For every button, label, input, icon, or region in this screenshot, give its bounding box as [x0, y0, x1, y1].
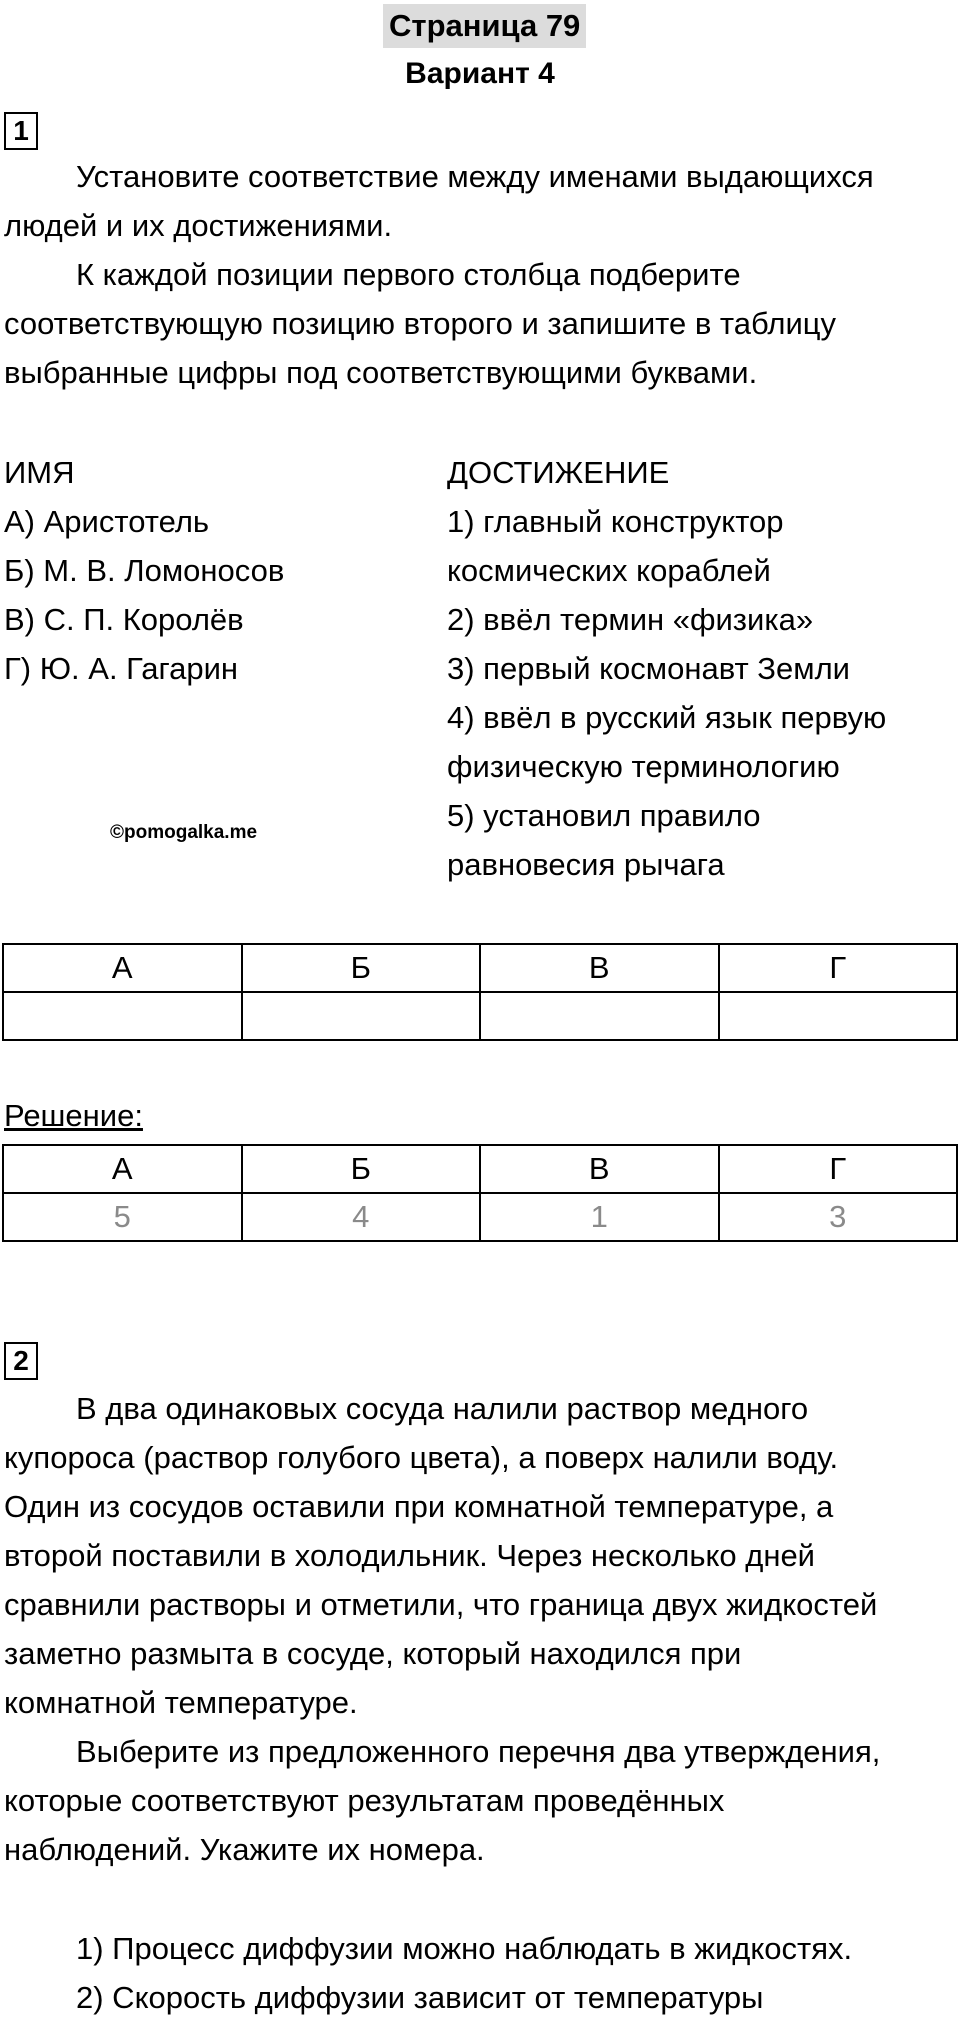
- table-header-cell: В: [480, 1145, 719, 1193]
- table-header-cell: А: [3, 944, 242, 992]
- table-header-cell: Г: [719, 944, 958, 992]
- achievement-line: космических кораблей: [447, 553, 771, 588]
- table-header-cell: Г: [719, 1145, 958, 1193]
- solution-label: Решение:: [4, 1098, 143, 1133]
- table-row: [3, 992, 957, 1040]
- solution-answer-cell: 4: [242, 1193, 481, 1241]
- achievement-line: 3) первый космонавт Земли: [447, 651, 850, 686]
- achievement-line: 5) установил правило: [447, 798, 761, 833]
- task2-text-line: купороса (раствор голубого цвета), а поверх налили воду.: [4, 1440, 839, 1475]
- table-header-cell: В: [480, 944, 719, 992]
- table-row: [3, 1145, 957, 1193]
- task2-text-line: комнатной температуре.: [4, 1685, 358, 1720]
- page-title: Страница 79: [383, 4, 586, 48]
- task2-text-line: наблюдений. Укажите их номера.: [4, 1832, 485, 1867]
- task1-intro-line: выбранные цифры под соответствующими буквами.: [4, 355, 758, 390]
- solution-answer-cell: 3: [719, 1193, 958, 1241]
- achievements-column-header: ДОСТИЖЕНИЕ: [447, 455, 670, 490]
- answer-cell[interactable]: [480, 992, 719, 1040]
- answer-cell[interactable]: [242, 992, 481, 1040]
- name-item: Г) Ю. А. Гагарин: [4, 651, 238, 686]
- name-item: Б) М. В. Ломоносов: [4, 553, 285, 588]
- answer-cell[interactable]: [3, 992, 242, 1040]
- solution-answer-cell: 5: [3, 1193, 242, 1241]
- task1-intro-line: людей и их достижениями.: [4, 208, 393, 243]
- task2-text-line: В два одинаковых сосуда налили раствор медного: [76, 1391, 809, 1426]
- answer-cell[interactable]: [719, 992, 958, 1040]
- names-column-header: ИМЯ: [4, 455, 75, 490]
- table-header-cell: А: [3, 1145, 242, 1193]
- watermark: ©pomogalka.me: [110, 822, 258, 843]
- task2-text-line: второй поставили в холодильник. Через несколько дней: [4, 1538, 815, 1573]
- achievement-line: равновесия рычага: [447, 847, 725, 882]
- name-item: В) С. П. Королёв: [4, 602, 244, 637]
- task1-intro-line: соответствующую позицию второго и запишите в таблицу: [4, 306, 837, 341]
- achievement-line: 4) ввёл в русский язык первую: [447, 700, 887, 735]
- task2-text-line: Выберите из предложенного перечня два утверждения,: [76, 1734, 881, 1769]
- task1-intro-line: Установите соответствие между именами выдающихся: [76, 159, 874, 194]
- solution-answer-cell: 1: [480, 1193, 719, 1241]
- task2-text-line: которые соответствуют результатам проведённых: [4, 1783, 725, 1818]
- variant-title: Вариант 4: [405, 57, 555, 90]
- table-header-cell: Б: [242, 1145, 481, 1193]
- achievement-line: 1) главный конструктор: [447, 504, 784, 539]
- task2-text-line: сравнили растворы и отметили, что граница двух жидкостей: [4, 1587, 878, 1622]
- task2-text-line: заметно размыта в сосуде, который находился при: [4, 1636, 742, 1671]
- table-header-cell: Б: [242, 944, 481, 992]
- table-row: [3, 944, 957, 992]
- task2-option: 1) Процесс диффузии можно наблюдать в жидкостях.: [76, 1931, 853, 1966]
- achievement-line: физическую терминологию: [447, 749, 840, 784]
- task2-text-line: Один из сосудов оставили при комнатной температуре, а: [4, 1489, 834, 1524]
- task2-option: 2) Скорость диффузии зависит от температуры: [76, 1980, 764, 2015]
- answer-table-solution: [2, 1144, 958, 1242]
- task1-intro-line: К каждой позиции первого столбца подберите: [76, 257, 741, 292]
- task-number-2: 2: [4, 1342, 38, 1380]
- task-number-1: 1: [4, 112, 38, 150]
- achievement-line: 2) ввёл термин «физика»: [447, 602, 814, 637]
- table-row: [3, 1193, 957, 1241]
- answer-table-empty: [2, 943, 958, 1041]
- name-item: А) Аристотель: [4, 504, 210, 539]
